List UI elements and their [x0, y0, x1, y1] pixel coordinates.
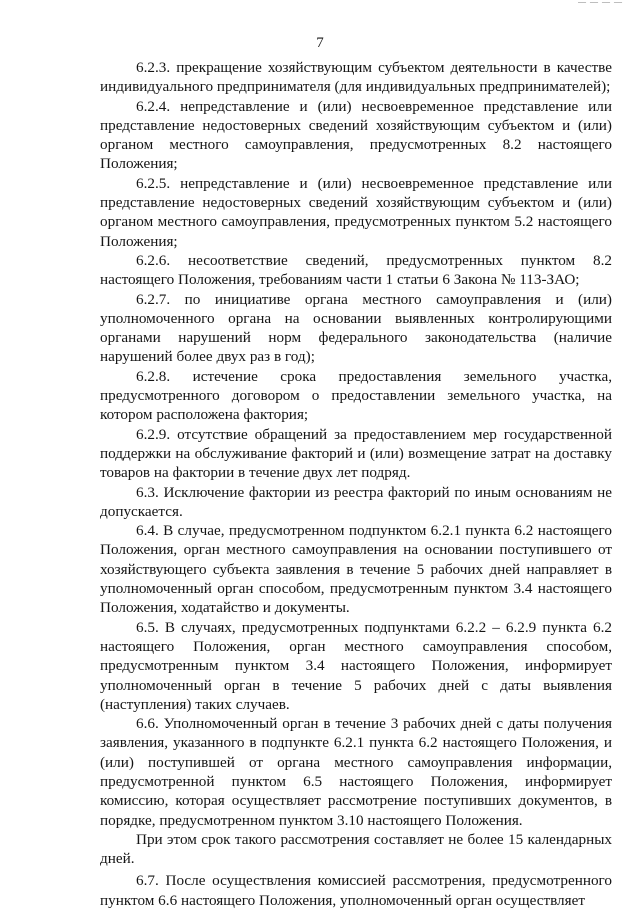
paragraph-6-2-5: 6.2.5. непредставление и (или) несвоевременное представление или представление недостоверных сведений хозяйствующим субъектом и (или) органом местного самоуправления, предусмотренных пунктом 5.2 настоящего Положения;	[100, 174, 612, 250]
paragraph-6-2-3: 6.2.3. прекращение хозяйствующим субъектом деятельности в качестве индивидуального предпринимателя (для индивидуальных предпринимателей);	[100, 59, 612, 96]
document-body	[100, 58, 612, 910]
paragraph-6-2-6: 6.2.6. несоответствие сведений, предусмотренных пунктом 8.2 настоящего Положения, требованиям части 1 статьи 6 Закона № 113-ЗАО;	[100, 251, 612, 289]
paragraph-6-3: 6.3. Исключение фактории из реестра факторий по иным основаниям не допускается.	[100, 483, 612, 520]
paragraph-6-2-7: 6.2.7. по инициативе органа местного самоуправления и (или) уполномоченного органа на основании выявленных контролирующими органами нарушений норм федерального законодательства (наличие нарушений более двух раз в год);	[100, 290, 612, 366]
paragraph-review-term: При этом срок такого рассмотрения составляет не более 15 календарных дней.	[100, 830, 612, 868]
paragraph-6-2-9: 6.2.9. отсутствие обращений за предоставлением мер государственной поддержки на обслуживание факторий и (или) возмещение затрат на доставку товаров на фактории в течение двух лет подряд.	[100, 425, 612, 482]
paragraph-6-7: 6.7. После осуществления комиссией рассмотрения, предусмотренного пунктом 6.6 настоящего Положения, уполномоченный орган осуществляет	[100, 872, 612, 909]
corner-mark	[578, 0, 640, 4]
paragraph-6-2-8: 6.2.8. истечение срока предоставления земельного участка, предусмотренного договором о предоставлении земельного участка, на котором расположена фактория;	[100, 367, 612, 424]
paragraph-6-4: 6.4. В случае, предусмотренном подпунктом 6.2.1 пункта 6.2 настоящего Положения, орган местного самоуправления на основании поступившего от хозяйствующего субъекта заявления в течение 5 рабочих дней направляет в уполномоченный орган способом, предусмотренным пунктом 3.4 настоящего Положения, ходатайство и документы.	[100, 522, 612, 617]
paragraph-6-2-4: 6.2.4. непредставление и (или) несвоевременное представление или представление недостоверных сведений хозяйствующим субъектом и (или) органом местного самоуправления, предусмотренных 8.2 настоящего Положения;	[100, 97, 612, 173]
paragraph-6-6: 6.6. Уполномоченный орган в течение 3 рабочих дней с даты получения заявления, указанного в подпункте 6.2.1 пункта 6.2 настоящего Положения, и (или) поступившей от органа местного самоуправления информации, предусмотренной пунктом 6.5 настоящего Положения, информирует комиссию, которая осуществляет рассмотрение поступивших документов, в порядке, предусмотренном пунктом 3.10 настоящего Положения.	[100, 715, 612, 829]
page-number: 7	[316, 35, 324, 51]
paragraph-6-5: 6.5. В случаях, предусмотренных подпунктами 6.2.2 – 6.2.9 пункта 6.2 настоящего Положения, орган местного самоуправления способом, предусмотренным пунктом 3.4 настоящего Положения, информирует уполномоченный орган в течение 5 рабочих дней с даты выявления (наступления) таких случаев.	[100, 618, 612, 713]
